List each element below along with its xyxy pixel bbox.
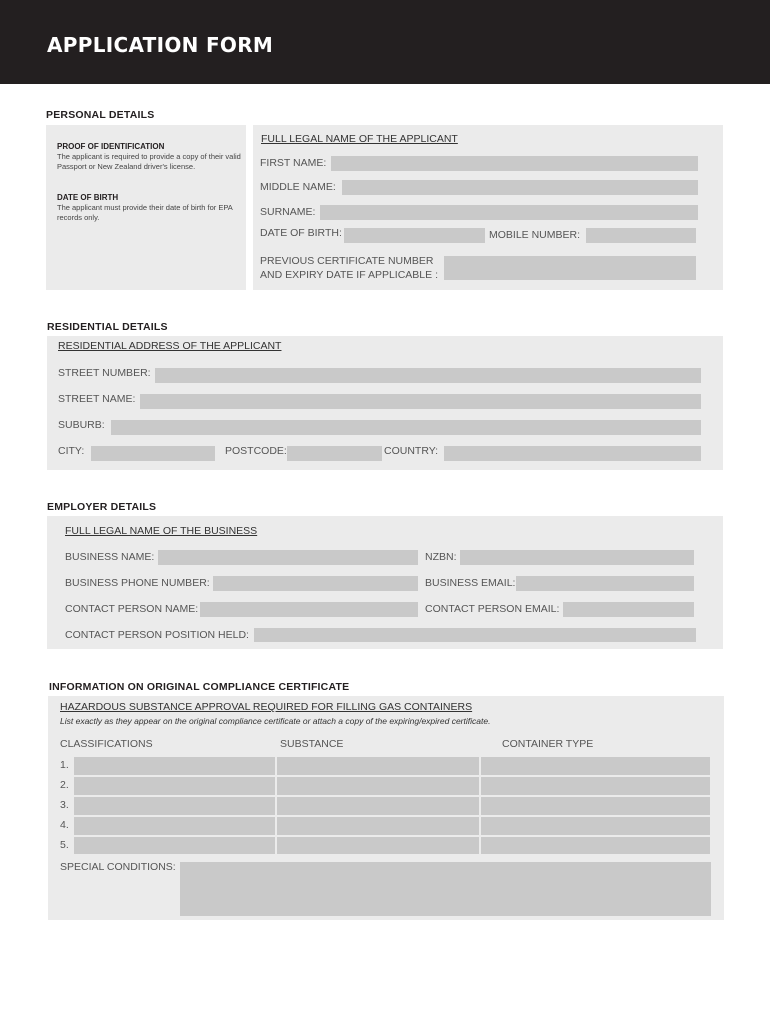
- street-number-field[interactable]: [155, 368, 701, 383]
- first-name-field[interactable]: [331, 156, 698, 171]
- business-name-subheading: FULL LEGAL NAME OF THE BUSINESS: [65, 525, 258, 537]
- substance-cell-1[interactable]: [277, 757, 479, 775]
- special-conditions-label: SPECIAL CONDITIONS:: [60, 861, 176, 873]
- postcode-field[interactable]: [287, 446, 382, 461]
- date-of-birth-field[interactable]: [344, 228, 485, 243]
- suburb-field[interactable]: [111, 420, 701, 435]
- business-phone-field[interactable]: [213, 576, 418, 591]
- classification-cell-5[interactable]: [74, 837, 275, 854]
- prev-cert-label-line2: AND EXPIRY DATE IF APPLICABLE :: [260, 269, 438, 281]
- postcode-label: POSTCODE:: [225, 445, 287, 457]
- container-cell-5[interactable]: [481, 837, 710, 854]
- substance-cell-4[interactable]: [277, 817, 479, 835]
- country-label: COUNTRY:: [384, 445, 439, 457]
- city-field[interactable]: [91, 446, 215, 461]
- classification-cell-2[interactable]: [74, 777, 275, 795]
- city-label: CITY:: [58, 445, 85, 457]
- dob-heading: DATE OF BIRTH: [57, 193, 119, 202]
- container-cell-3[interactable]: [481, 797, 710, 815]
- mobile-number-field[interactable]: [586, 228, 696, 243]
- business-phone-label: BUSINESS PHONE NUMBER:: [65, 577, 210, 589]
- business-email-field[interactable]: [516, 576, 694, 591]
- surname-label: SURNAME:: [260, 206, 316, 218]
- street-name-label: STREET NAME:: [58, 393, 136, 405]
- contact-position-field[interactable]: [254, 628, 696, 642]
- form-title: APPLICATION FORM: [47, 33, 274, 57]
- classification-cell-3[interactable]: [74, 797, 275, 815]
- proof-heading: PROOF OF IDENTIFICATION: [57, 142, 165, 151]
- contact-email-label: CONTACT PERSON EMAIL:: [425, 603, 560, 615]
- prev-cert-label-line1: PREVIOUS CERTIFICATE NUMBER: [260, 255, 434, 267]
- street-number-label: STREET NUMBER:: [58, 367, 151, 379]
- col-classifications: CLASSIFICATIONS: [60, 738, 153, 750]
- applicant-name-subheading: FULL LEGAL NAME OF THE APPLICANT: [261, 133, 458, 145]
- surname-field[interactable]: [320, 205, 698, 220]
- page-header: [0, 0, 770, 84]
- substance-cell-5[interactable]: [277, 837, 479, 854]
- proof-text: The applicant is required to provide a copy of their valid Passport or New Zealand driver's license.: [57, 152, 241, 171]
- personal-details-title: PERSONAL DETAILS: [46, 109, 155, 121]
- country-field[interactable]: [444, 446, 701, 461]
- hazardous-subheading: HAZARDOUS SUBSTANCE APPROVAL REQUIRED FOR FILLING GAS CONTAINERS: [60, 701, 473, 713]
- row-number: 1.: [60, 759, 69, 771]
- classification-cell-4[interactable]: [74, 817, 275, 835]
- row-number: 3.: [60, 799, 69, 811]
- compliance-instruction: List exactly as they appear on the original compliance certificate or attach a copy of the expiring/expired certificate.: [60, 716, 491, 726]
- residential-details-title: RESIDENTIAL DETAILS: [47, 321, 168, 333]
- row-number: 5.: [60, 839, 69, 851]
- row-number: 2.: [60, 779, 69, 791]
- container-cell-2[interactable]: [481, 777, 710, 795]
- prev-cert-field[interactable]: [444, 256, 696, 280]
- business-email-label: BUSINESS EMAIL:: [425, 577, 516, 589]
- mobile-number-label: MOBILE NUMBER:: [489, 229, 581, 241]
- suburb-label: SUBURB:: [58, 419, 105, 431]
- business-name-field[interactable]: [158, 550, 418, 565]
- contact-name-label: CONTACT PERSON NAME:: [65, 603, 199, 615]
- compliance-title: INFORMATION ON ORIGINAL COMPLIANCE CERTIFICATE: [49, 681, 350, 693]
- street-name-field[interactable]: [140, 394, 701, 409]
- nzbn-field[interactable]: [460, 550, 694, 565]
- container-cell-4[interactable]: [481, 817, 710, 835]
- personal-notes-panel: [46, 125, 246, 290]
- residential-address-subheading: RESIDENTIAL ADDRESS OF THE APPLICANT: [58, 340, 282, 352]
- substance-cell-2[interactable]: [277, 777, 479, 795]
- middle-name-label: MIDDLE NAME:: [260, 181, 336, 193]
- date-of-birth-label: DATE OF BIRTH:: [260, 227, 342, 239]
- col-container-type: CONTAINER TYPE: [502, 738, 594, 750]
- nzbn-label: NZBN:: [425, 551, 457, 563]
- dob-text: The applicant must provide their date of birth for EPA records only.: [57, 203, 233, 222]
- first-name-label: FIRST NAME:: [260, 157, 327, 169]
- contact-email-field[interactable]: [563, 602, 694, 617]
- contact-position-label: CONTACT PERSON POSITION HELD:: [65, 629, 249, 641]
- business-name-label: BUSINESS NAME:: [65, 551, 155, 563]
- classification-cell-1[interactable]: [74, 757, 275, 775]
- col-substance: SUBSTANCE: [280, 738, 344, 750]
- container-cell-1[interactable]: [481, 757, 710, 775]
- employer-details-title: EMPLOYER DETAILS: [47, 501, 157, 513]
- substance-cell-3[interactable]: [277, 797, 479, 815]
- contact-name-field[interactable]: [200, 602, 418, 617]
- middle-name-field[interactable]: [342, 180, 698, 195]
- special-conditions-field[interactable]: [180, 862, 711, 916]
- row-number: 4.: [60, 819, 69, 831]
